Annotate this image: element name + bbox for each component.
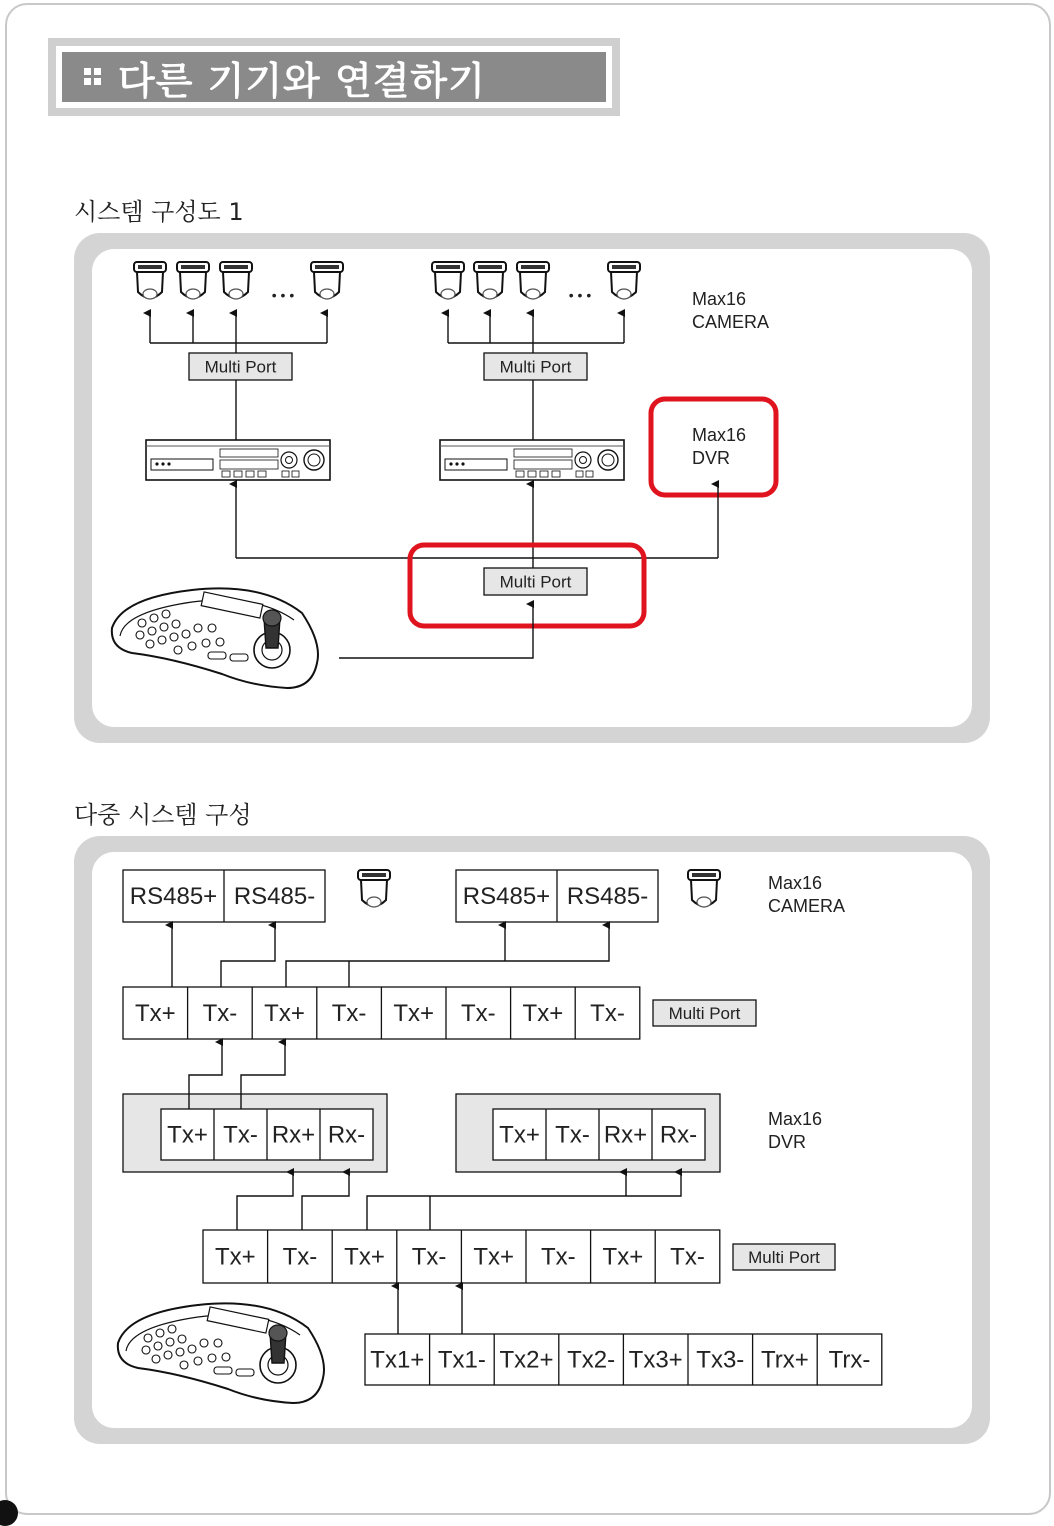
controller-keyboard-icon [112, 588, 318, 688]
lower-multiport-row-cell: Tx+ [473, 1243, 515, 1271]
camera-label-line2: CAMERA [768, 896, 846, 916]
controller-keyboard-icon [118, 1303, 324, 1403]
lower-multiport-row-cell: Tx- [670, 1243, 705, 1271]
dome-camera-icon [432, 262, 464, 299]
section1-title: 시스템 구성도 1 [74, 198, 244, 226]
rs485-arrow [221, 925, 275, 987]
upper-multiport-row-cell: Tx- [202, 1000, 238, 1027]
dvr-right-row-cell: Rx+ [603, 1121, 648, 1149]
rs485-row-cell: RS485- [233, 883, 316, 910]
dome-camera-icon [220, 262, 252, 299]
controller-row-cell: Tx1+ [370, 1346, 425, 1374]
rs485-row-cell: RS485+ [462, 883, 551, 910]
dvr-right-row-cell: Tx- [555, 1121, 590, 1149]
dvr-highlight-box [651, 399, 776, 495]
controller-row-cell: Tx1- [437, 1346, 486, 1374]
upper-multiport-row-cell: Tx+ [522, 1000, 564, 1027]
upper-multiport-row-cell: Tx- [590, 1000, 625, 1027]
multi-port-box-label: Multi Port [499, 357, 572, 377]
controller-row-cell: Tx3+ [628, 1346, 683, 1374]
rs485-arrow [286, 925, 609, 987]
dvr-right-row-cell: Tx+ [499, 1121, 540, 1149]
rs485-row-cell: RS485+ [129, 883, 218, 910]
multi-port-box-label: Multi Port [204, 357, 277, 377]
dome-camera-icon [358, 870, 390, 907]
dvr-label-line1: Max16 [768, 1109, 823, 1129]
dvr-label-line2: DVR [692, 448, 731, 468]
dvr-left-row-cell: Rx+ [271, 1121, 316, 1149]
page-title: 다른 기기와 연결하기 [118, 58, 486, 103]
dvr-unit-icon [440, 440, 624, 480]
controller-row-cell: Tx2- [567, 1346, 616, 1374]
lower-multiport-row-cell: Tx+ [214, 1243, 256, 1271]
upper-multiport-row-cell: Tx+ [393, 1000, 435, 1027]
upper-multiport-row-cell: Tx- [331, 1000, 367, 1027]
dvr-unit-icon [146, 440, 330, 480]
controller-row-cell: Tx2+ [499, 1346, 554, 1374]
dvr-left-row-cell: Tx- [223, 1121, 258, 1149]
dome-camera-icon [608, 262, 640, 299]
dvr-rx-arrow [367, 1172, 681, 1230]
dome-camera-icon [177, 262, 209, 299]
dome-camera-icon [474, 262, 506, 299]
section2-title: 다중 시스템 구성 [74, 801, 252, 829]
controller-row-cell: Tx3- [696, 1346, 745, 1374]
upper-multiport-row-cell: Tx- [460, 1000, 496, 1027]
dome-camera-icon [134, 262, 166, 299]
dvr-left-row-cell: Rx- [327, 1121, 366, 1149]
dvr-rx-arrow [237, 1172, 293, 1230]
controller-line [339, 604, 533, 658]
dvr-rx-arrow [302, 1172, 349, 1230]
multi-port-box-label: Multi Port [668, 1004, 741, 1023]
camera-label-line2: CAMERA [692, 312, 770, 332]
controller-row-cell: Trx- [828, 1346, 871, 1374]
dome-camera-icon [311, 262, 343, 299]
ellipsis-text: • • • [568, 287, 592, 303]
dvr-label-line2: DVR [768, 1132, 807, 1152]
dvr-right-row-cell: Rx- [659, 1121, 698, 1149]
dvr-label-line1: Max16 [692, 425, 747, 445]
multi-port-box-label: Multi Port [748, 1248, 820, 1267]
upper-multiport-row-cell: Tx+ [264, 1000, 305, 1027]
rs485-row-cell: RS485- [566, 883, 649, 910]
dome-camera-icon [688, 870, 720, 907]
camera-label-line1: Max16 [692, 289, 747, 309]
camera-label-line1: Max16 [768, 873, 823, 893]
lower-multiport-row-cell: Tx- [411, 1243, 447, 1271]
dvr-left-row-cell: Tx+ [167, 1121, 208, 1149]
dome-camera-icon [517, 262, 549, 299]
lower-multiport-row-cell: Tx- [540, 1243, 576, 1271]
ellipsis-text: • • • [271, 287, 295, 303]
lower-multiport-row-cell: Tx+ [344, 1243, 385, 1271]
lower-multiport-row-cell: Tx- [282, 1243, 318, 1271]
multi-port-box-label: Multi Port [499, 572, 572, 592]
upper-multiport-row-cell: Tx+ [134, 1000, 176, 1027]
controller-row-cell: Trx+ [761, 1346, 809, 1374]
lower-multiport-row-cell: Tx+ [602, 1243, 644, 1271]
